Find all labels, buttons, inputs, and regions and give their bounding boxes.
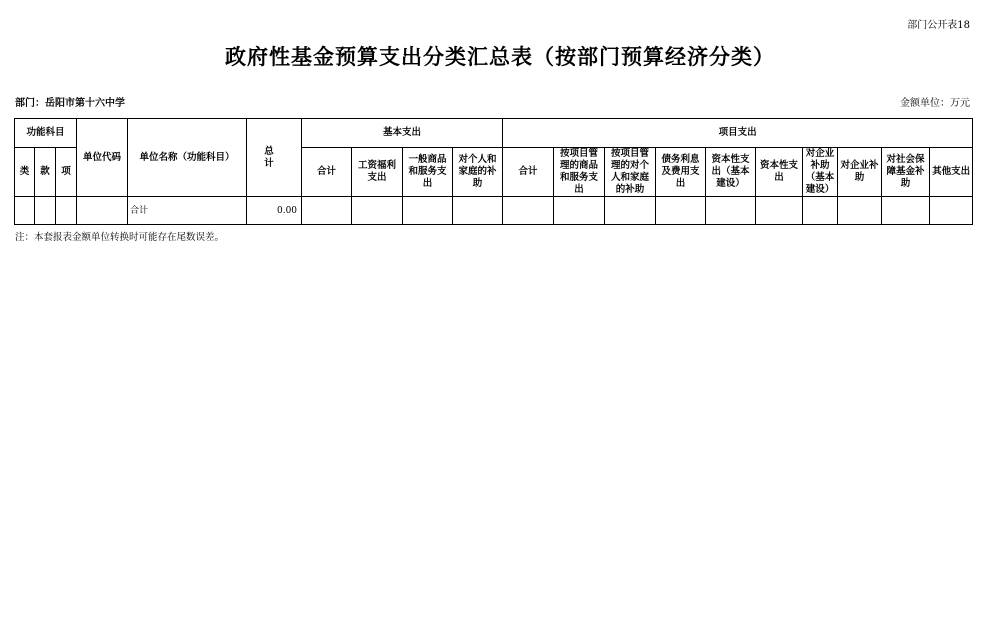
cell-other-expenditure xyxy=(930,197,973,225)
cell-enterprise-subsidy-construction xyxy=(803,197,838,225)
document-code: 部门公开表18 xyxy=(907,20,970,31)
cell-class xyxy=(15,197,35,225)
header-unit-code: 单位代码 xyxy=(77,119,128,197)
cell-capital-construction xyxy=(706,197,756,225)
cell-section xyxy=(35,197,56,225)
header-basic-expenditure: 基本支出 xyxy=(302,119,503,148)
header-capital-expenditure: 资本性支出 xyxy=(756,148,803,197)
cell-enterprise-subsidy xyxy=(838,197,882,225)
cell-item xyxy=(56,197,77,225)
cell-project-subsidies-individuals xyxy=(605,197,656,225)
header-debt-interest: 债务利息及费用支出 xyxy=(656,148,706,197)
cell-project-goods-services xyxy=(554,197,605,225)
header-section: 款 xyxy=(35,148,56,197)
header-subsidies-individuals: 对个人和家庭的补助 xyxy=(453,148,503,197)
header-goods-services: 一般商品和服务支出 xyxy=(403,148,453,197)
header-project-subsidies-individuals: 按项目管理的对个人和家庭的补助 xyxy=(605,148,656,197)
header-enterprise-subsidy-construction: 对企业补助（基本建设） xyxy=(803,148,838,197)
cell-unit-code xyxy=(77,197,128,225)
footnote: 注：本套报表金额单位转换时可能存在尾数误差。 xyxy=(15,232,225,243)
cell-wages-welfare xyxy=(352,197,403,225)
cell-subsidies-individuals xyxy=(453,197,503,225)
header-wages-welfare: 工资福利支出 xyxy=(352,148,403,197)
department-label: 部门：岳阳市第十六中学 xyxy=(15,98,125,109)
header-unit-name: 单位名称（功能科目） xyxy=(128,119,247,197)
cell-social-security-subsidy xyxy=(882,197,930,225)
cell-capital-expenditure xyxy=(756,197,803,225)
header-basic-subtotal: 合计 xyxy=(302,148,352,197)
header-project-expenditure: 项目支出 xyxy=(503,119,973,148)
table-row xyxy=(15,197,973,225)
header-func-subject: 功能科目 xyxy=(15,119,77,148)
header-capital-construction: 资本性支出（基本建设） xyxy=(706,148,756,197)
currency-unit-label: 金额单位：万元 xyxy=(900,98,970,109)
page-title: 政府性基金预算支出分类汇总表（按部门预算经济分类） xyxy=(225,45,775,69)
cell-basic-subtotal xyxy=(302,197,352,225)
header-project-goods-services: 按项目管理的商品和服务支出 xyxy=(554,148,605,197)
header-enterprise-subsidy: 对企业补助 xyxy=(838,148,882,197)
expenditure-table xyxy=(14,118,973,225)
cell-goods-services xyxy=(403,197,453,225)
cell-total: 0.00 xyxy=(247,197,302,225)
cell-unit-name: 合计 xyxy=(128,197,247,225)
header-project-subtotal: 合计 xyxy=(503,148,554,197)
header-other-expenditure: 其他支出 xyxy=(930,148,973,197)
header-item: 项 xyxy=(56,148,77,197)
header-total: 总 计 xyxy=(247,119,302,197)
cell-project-subtotal xyxy=(503,197,554,225)
cell-debt-interest xyxy=(656,197,706,225)
header-social-security-subsidy: 对社会保障基金补助 xyxy=(882,148,930,197)
header-class: 类 xyxy=(15,148,35,197)
